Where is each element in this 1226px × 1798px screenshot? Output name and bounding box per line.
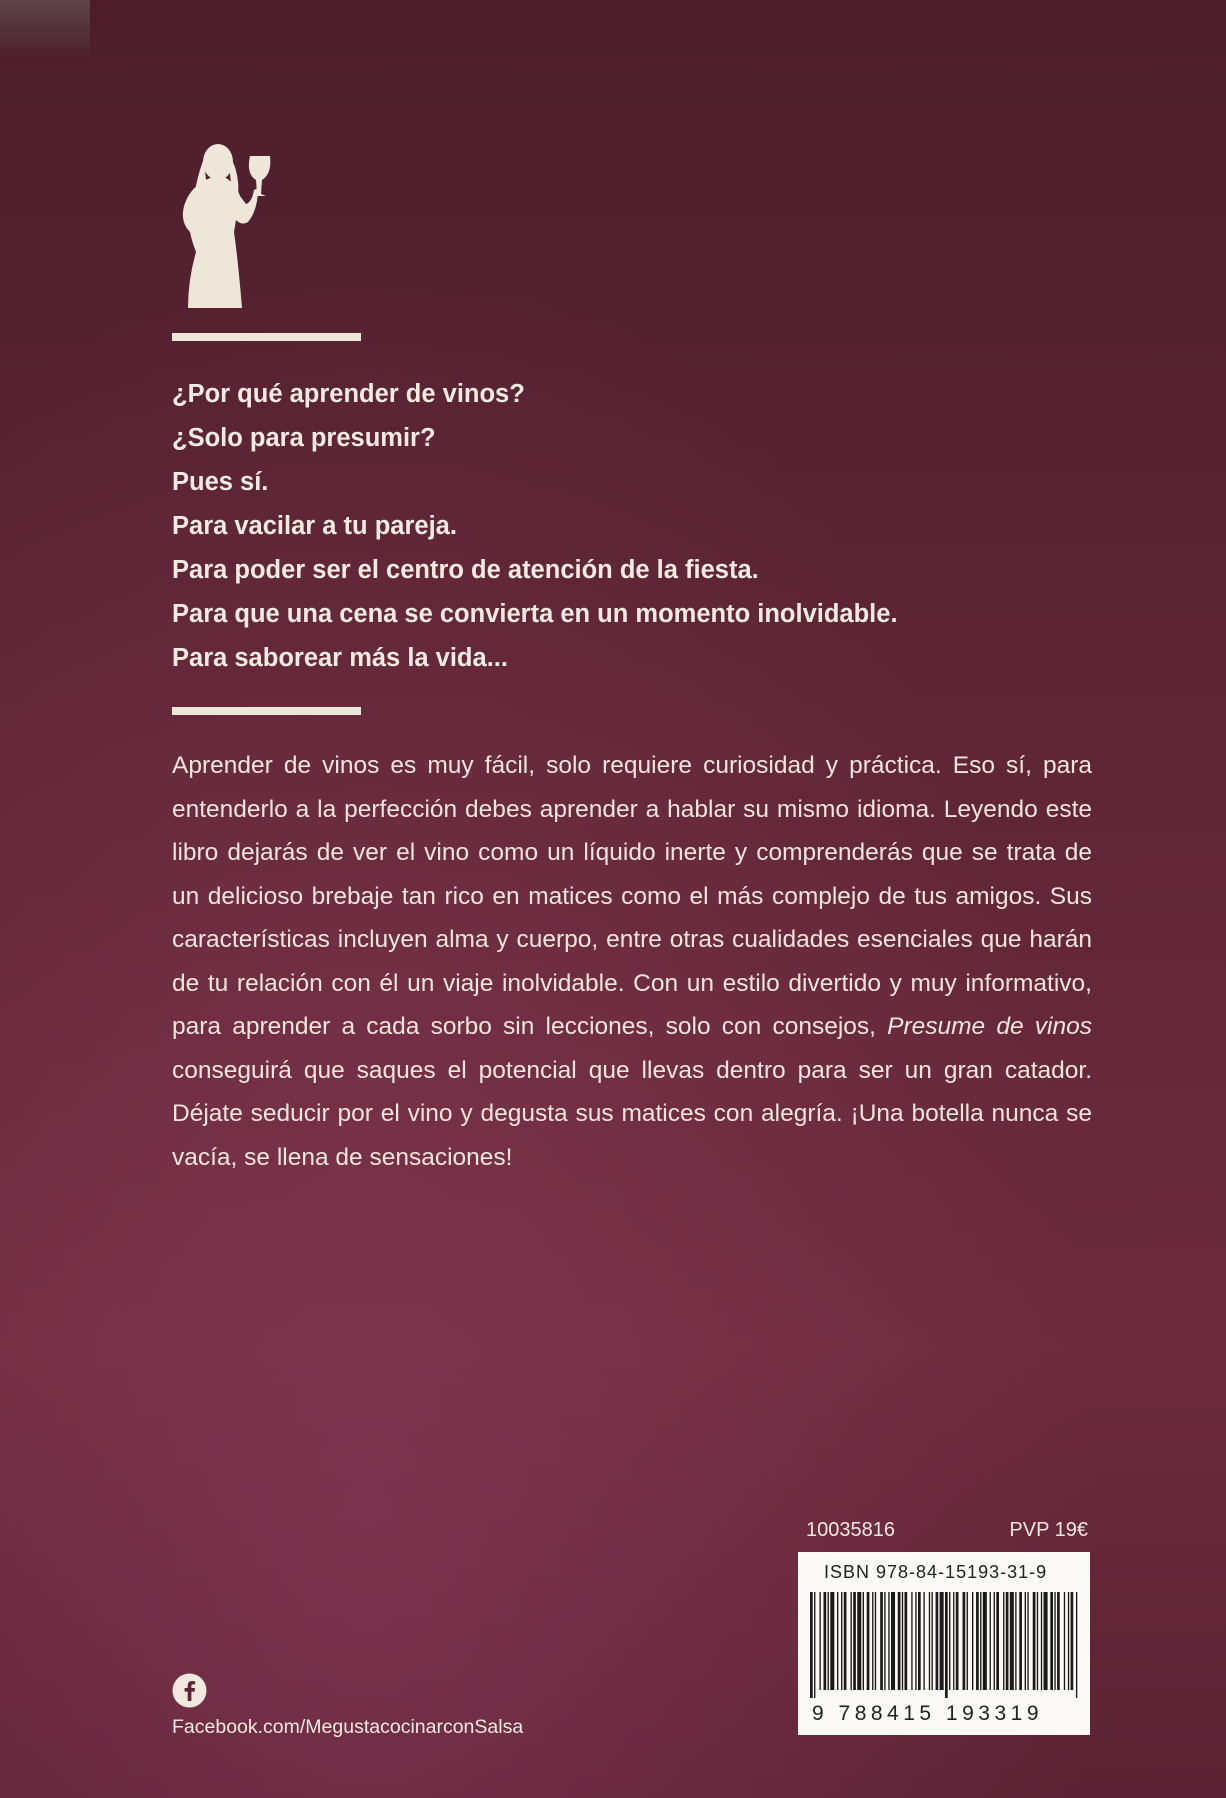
barcode-digits: 9 788415 193319 [812,1702,1043,1725]
isbn-text: ISBN 978-84-15193-31-9 [824,1562,1048,1582]
book-edge-shadow [0,0,90,60]
facebook-icon[interactable] [172,1673,207,1708]
blurb-part-2: conseguirá que saques el potencial que llevas dentro para ser un gran catador. Déjate seducir por el vino y degusta sus matices con alegría. ¡Una botella nunca se vacía, se llena de sensaciones! [172,1056,1092,1171]
hook-line: ¿Solo para presumir? [172,424,436,452]
hook-line: Para que una cena se convierta en un momento inolvidable. [172,600,898,628]
blurb-paragraph [172,744,1092,1179]
divider-bottom [172,707,361,715]
blurb-part-1: Aprender de vinos es muy fácil, solo requiere curiosidad y práctica. Eso sí, para entenderlo a la perfección debes aprender a hablar su mismo idioma. Leyendo este libro dejarás de ver el vino como un líquido inerte y comprenderás que se trata de un delicioso brebaje tan rico en matices como el más complejo de tus amigos. Sus características incluyen alma y cuerpo, entre otras cualidades esenciales que harán de tu relación con él un viaje inolvidable. Con un estilo divertido y muy informativo, para aprender a cada sorbo sin lecciones, solo con consejos, [172,752,1092,1040]
hook-line: ¿Por qué aprender de vinos? [172,380,525,408]
hook-lines [172,372,898,680]
divider-top [172,333,361,341]
hook-line: Para poder ser el centro de atención de la fiesta. [172,556,759,584]
hook-line: Para saborear más la vida... [172,644,508,672]
product-codes [806,1519,1088,1549]
hook-line: Pues sí. [172,468,269,496]
book-title-italic: Presume de vinos [887,1013,1092,1040]
barcode-panel [798,1552,1090,1735]
hook-line: Para vacilar a tu pareja. [172,512,457,540]
woman-with-wine-glass-icon [166,140,286,310]
product-code: 10035816 [806,1519,895,1541]
barcode-icon [810,1592,1078,1698]
price-label: PVP 19€ [1009,1519,1088,1541]
facebook-url[interactable]: Facebook.com/MegustacocinarconSalsa [172,1716,524,1738]
